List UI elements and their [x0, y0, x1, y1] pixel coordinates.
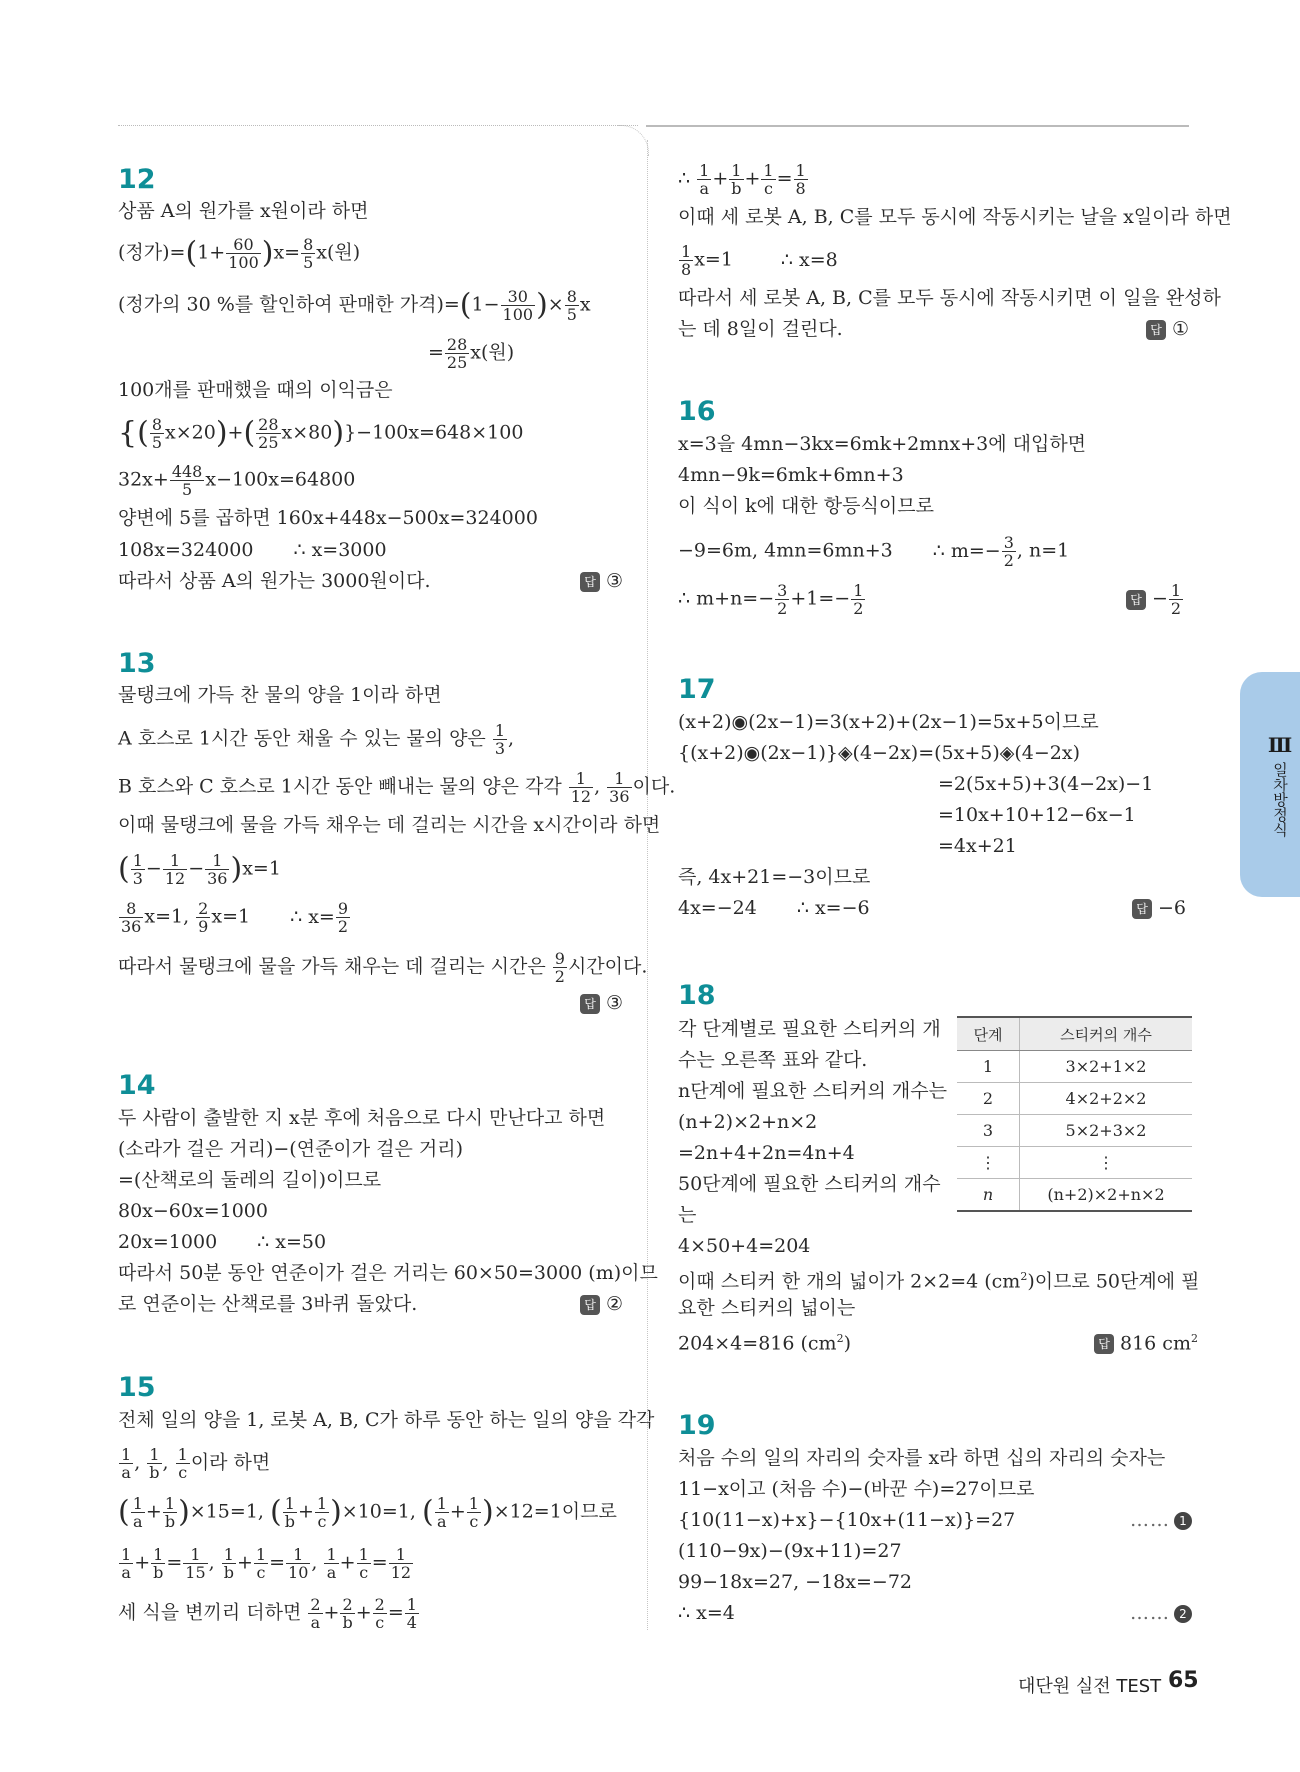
table-cell: ⋮ — [1020, 1147, 1193, 1179]
p17-line3: =2(5x+5)+3(4−2x)−1 — [938, 773, 1154, 795]
step-2-icon: 2 — [1174, 1605, 1192, 1623]
p15-cont-line3: $\frac{1}{8}$ x=1 ∴ x=8 — [681, 242, 838, 279]
problem-13-number: 13 — [118, 648, 156, 679]
table-row — [957, 1051, 1192, 1083]
p13-line6: $\frac{8}{36}$ x=1, $\frac{2}{9}$ x=1 ∴ x= $\frac{9}{2}$ — [121, 899, 349, 936]
p14-line2: (소라가 걸은 거리)−(연준이가 걸은 거리) — [118, 1138, 464, 1160]
p12-line7: 32x+ $\frac{448}{5}$ x−100x=64800 — [118, 462, 356, 499]
p18-line4: (n+2)×2+n×2 — [678, 1111, 818, 1133]
p17-line5: =4x+21 — [938, 835, 1017, 857]
table-cell: 2 — [957, 1083, 1020, 1115]
table-cell: (n+2)×2+n×2 — [1020, 1179, 1193, 1212]
problem-12-number: 12 — [118, 164, 156, 195]
problem-14-number: 14 — [118, 1070, 156, 1101]
p12-line4: = $\frac{28}{25}$ x(원) — [428, 335, 515, 372]
p18-line11: 204×4=816 $(cm^2)$ — [678, 1332, 851, 1355]
p18-line3: n단계에 필요한 스티커의 개수는 — [678, 1080, 947, 1102]
p19-line6: ∴ x=4 — [678, 1602, 735, 1624]
sticker-table — [957, 1016, 1192, 1212]
p12-line8: 양변에 5를 곱하면 160x+448x−500x=324000 — [118, 507, 538, 529]
p16-line5: ∴ m+n=− $\frac{3}{2}$ +1=− $\frac{1}{2}$ — [678, 581, 864, 618]
p15-line4: $\frac{1}{a}$ + $\frac{1}{b}$ = $\frac{1}{15}$ , $\frac{1}{b}$ + $\frac{1}{c}$ = $\frac{1}{10}$ , $\frac{1}{a}$ + $\frac{1}{c}$ = $\frac{1}{12}$ — [121, 1545, 412, 1582]
p15-cont-line2: 이때 세 로봇 A, B, C를 모두 동시에 작동시키는 날을 x일이라 하면 — [678, 206, 1232, 228]
p15-line1: 전체 일의 양을 1, 로봇 A, B, C가 하루 동안 하는 일의 양을 각각 — [118, 1409, 655, 1431]
p16-line2: 4mn−9k=6mk+6mn+3 — [678, 464, 904, 486]
p15-line3: ( $\frac{1}{a}$ + $\frac{1}{b}$ )×15=1, ( $\frac{1}{b}$ + $\frac{1}{c}$ )×10=1, ( $\frac{1}{a}$ + $\frac{1}{c}$ )×12=1이므로 — [118, 1494, 617, 1531]
p18-line10: 요한 스티커의 넓이는 — [678, 1297, 856, 1319]
table-row — [957, 1115, 1192, 1147]
p14-line1: 두 사람이 출발한 지 x분 후에 처음으로 다시 만난다고 하면 — [118, 1107, 606, 1129]
p13-line2: A 호스로 1시간 동안 채울 수 있는 물의 양은 $\frac{1}{3}$ , — [118, 721, 515, 758]
p16-line3: 이 식이 k에 대한 항등식이므로 — [678, 495, 934, 517]
p17-line4: =10x+10+12−6x−1 — [938, 804, 1136, 826]
p18-line6: 50단계에 필요한 스티커의 개수 — [678, 1173, 941, 1195]
table-header: 단계 — [957, 1017, 1020, 1051]
problem-17-number: 17 — [678, 674, 716, 705]
p18-line2: 수는 오른쪽 표와 같다. — [678, 1049, 868, 1071]
answer-badge-icon: 답 — [580, 1295, 600, 1315]
p13-line4: 이때 물탱크에 물을 가득 채우는 데 걸리는 시간을 x시간이라 하면 — [118, 814, 661, 836]
p19-line4: (110−9x)−(9x+11)=27 — [678, 1540, 902, 1562]
p15-cont-line1: ∴ $\frac{1}{a}$ + $\frac{1}{b}$ + $\frac{1}{c}$ = $\frac{1}{8}$ — [678, 161, 806, 198]
p12-line5: 100개를 판매했을 때의 이익금은 — [118, 379, 393, 401]
p19-step1-marker: …… 1 — [1130, 1507, 1192, 1533]
answer-badge-icon: 답 — [580, 994, 600, 1014]
table-cell: n — [957, 1179, 1020, 1212]
p12-line6: {( $\frac{8}{5}$ x×20)+( $\frac{28}{25}$ x×80)}−100x=648×100 — [118, 415, 524, 452]
table-cell: 3×2+1×2 — [1020, 1051, 1193, 1083]
table-cell: 5×2+3×2 — [1020, 1115, 1193, 1147]
problem-16-number: 16 — [678, 396, 716, 427]
p15-answer: 답 ① — [1146, 316, 1189, 342]
p14-line4: 80x−60x=1000 — [118, 1200, 268, 1222]
top-rule-left — [118, 125, 638, 126]
p17-line7: 4x=−24 ∴ x=−6 — [678, 897, 870, 919]
p17-line6: 즉, 4x+21=−3이므로 — [678, 866, 871, 888]
p14-line7: 로 연준이는 산책로를 3바퀴 돌았다. — [118, 1293, 418, 1315]
p16-answer: 답 − $\frac{1}{2}$ — [1126, 582, 1184, 617]
p13-line1: 물탱크에 가득 찬 물의 양을 1이라 하면 — [118, 684, 442, 706]
p15-line5: 세 식을 변끼리 더하면 $\frac{2}{a}$ + $\frac{2}{b}$ + $\frac{2}{c}$ = $\frac{1}{4}$ — [118, 1595, 417, 1632]
p18-line7: 는 — [678, 1204, 697, 1226]
table-header: 스티커의 개수 — [1020, 1017, 1193, 1051]
p18-line5: =2n+4+2n=4n+4 — [678, 1142, 855, 1164]
p18-line9: 이때 스티커 한 개의 넓이가 2×2=4 $(cm^2)$이므로 50단계에 필 — [678, 1270, 1200, 1293]
p12-answer: 답 ③ — [580, 568, 623, 594]
p14-line5: 20x=1000 ∴ x=50 — [118, 1231, 327, 1253]
problem-15-number: 15 — [118, 1372, 156, 1403]
p14-line3: =(산책로의 둘레의 길이)이므로 — [118, 1169, 382, 1191]
table-cell: ⋮ — [957, 1147, 1020, 1179]
chapter-side-tab-label: Ⅲ 일차방정식 — [1268, 733, 1292, 837]
p12-line9: 108x=324000 ∴ x=3000 — [118, 539, 387, 561]
table-cell: 4×2+2×2 — [1020, 1083, 1193, 1115]
p15-line2: $\frac{1}{a}$ , $\frac{1}{b}$ , $\frac{1}{c}$ 이라 하면 — [121, 1445, 271, 1482]
p12-line10: 따라서 상품 A의 원가는 3000원이다. — [118, 570, 431, 592]
p18-line1: 각 단계별로 필요한 스티커의 개 — [678, 1018, 941, 1040]
answer-badge-icon: 답 — [1132, 899, 1152, 919]
page-number: 65 — [1168, 1668, 1199, 1693]
column-corner — [618, 125, 649, 156]
p12-line1: 상품 A의 원가를 x원이라 하면 — [118, 200, 369, 222]
p15-cont-line5: 는 데 8일이 걸린다. — [678, 318, 843, 340]
p18-answer: 답 816 $cm^2$ — [1094, 1326, 1198, 1356]
p17-answer: 답 −6 — [1132, 895, 1186, 921]
table-header-row — [957, 1017, 1192, 1051]
p19-line3: {10(11−x)+x}−{10x+(11−x)}=27 — [678, 1509, 1016, 1531]
p13-line5: ( $\frac{1}{3}$ − $\frac{1}{12}$ − $\frac{1}{36}$ )x=1 — [118, 851, 281, 888]
p13-answer: 답 ③ — [580, 990, 623, 1016]
p19-step2-marker: …… 2 — [1130, 1600, 1192, 1626]
step-1-icon: 1 — [1174, 1512, 1192, 1530]
answer-badge-icon: 답 — [1094, 1334, 1114, 1354]
p14-line6: 따라서 50분 동안 연준이가 걸은 거리는 60×50=3000 (m)이므 — [118, 1262, 658, 1284]
p12-line2: (정가)=(1+ $\frac{60}{100}$ )x= $\frac{8}{5}$ x(원) — [118, 235, 361, 272]
p12-line3: (정가의 30 %를 할인하여 판매한 가격)=(1− $\frac{30}{100}$ )× $\frac{8}{5}$ x — [118, 287, 591, 324]
footer-section-label: 대단원 실전 TEST — [1018, 1676, 1162, 1697]
p17-line2: {(x+2)◉(2x−1)}◈(4−2x)=(5x+5)◈(4−2x) — [678, 742, 1080, 764]
p19-line5: 99−18x=27, −18x=−72 — [678, 1571, 912, 1593]
answer-badge-icon: 답 — [580, 572, 600, 592]
problem-19-number: 19 — [678, 1410, 716, 1441]
p16-line4: −9=6m, 4mn=6mn+3 ∴ m=− $\frac{3}{2}$ , n=1 — [678, 533, 1070, 570]
top-rule-right — [646, 125, 1189, 127]
p13-line7: 따라서 물탱크에 물을 가득 채우는 데 걸리는 시간은 $\frac{9}{2}$ 시간이다. — [118, 949, 648, 986]
p19-line2: 11−x이고 (처음 수)−(바꾼 수)=27이므로 — [678, 1478, 1035, 1500]
p19-line1: 처음 수의 일의 자리의 숫자를 x라 하면 십의 자리의 숫자는 — [678, 1447, 1166, 1469]
p13-line3: B 호스와 C 호스로 1시간 동안 빼내는 물의 양은 각각 $\frac{1}{12}$ , $\frac{1}{36}$ 이다. — [118, 769, 676, 806]
p16-line1: x=3을 4mn−3kx=6mk+2mnx+3에 대입하면 — [678, 433, 1087, 455]
table-row — [957, 1179, 1192, 1212]
p14-answer: 답 ② — [580, 1291, 623, 1317]
p15-cont-line4: 따라서 세 로봇 A, B, C를 모두 동시에 작동시키면 이 일을 완성하 — [678, 287, 1221, 309]
table-row — [957, 1147, 1192, 1179]
problem-18-number: 18 — [678, 980, 716, 1011]
table-cell: 1 — [957, 1051, 1020, 1083]
answer-badge-icon: 답 — [1146, 320, 1166, 340]
answer-badge-icon: 답 — [1126, 590, 1146, 610]
p18-line8: 4×50+4=204 — [678, 1235, 811, 1257]
p17-line1: (x+2)◉(2x−1)=3(x+2)+(2x−1)=5x+5이므로 — [678, 711, 1099, 733]
table-cell: 3 — [957, 1115, 1020, 1147]
table-row — [957, 1083, 1192, 1115]
